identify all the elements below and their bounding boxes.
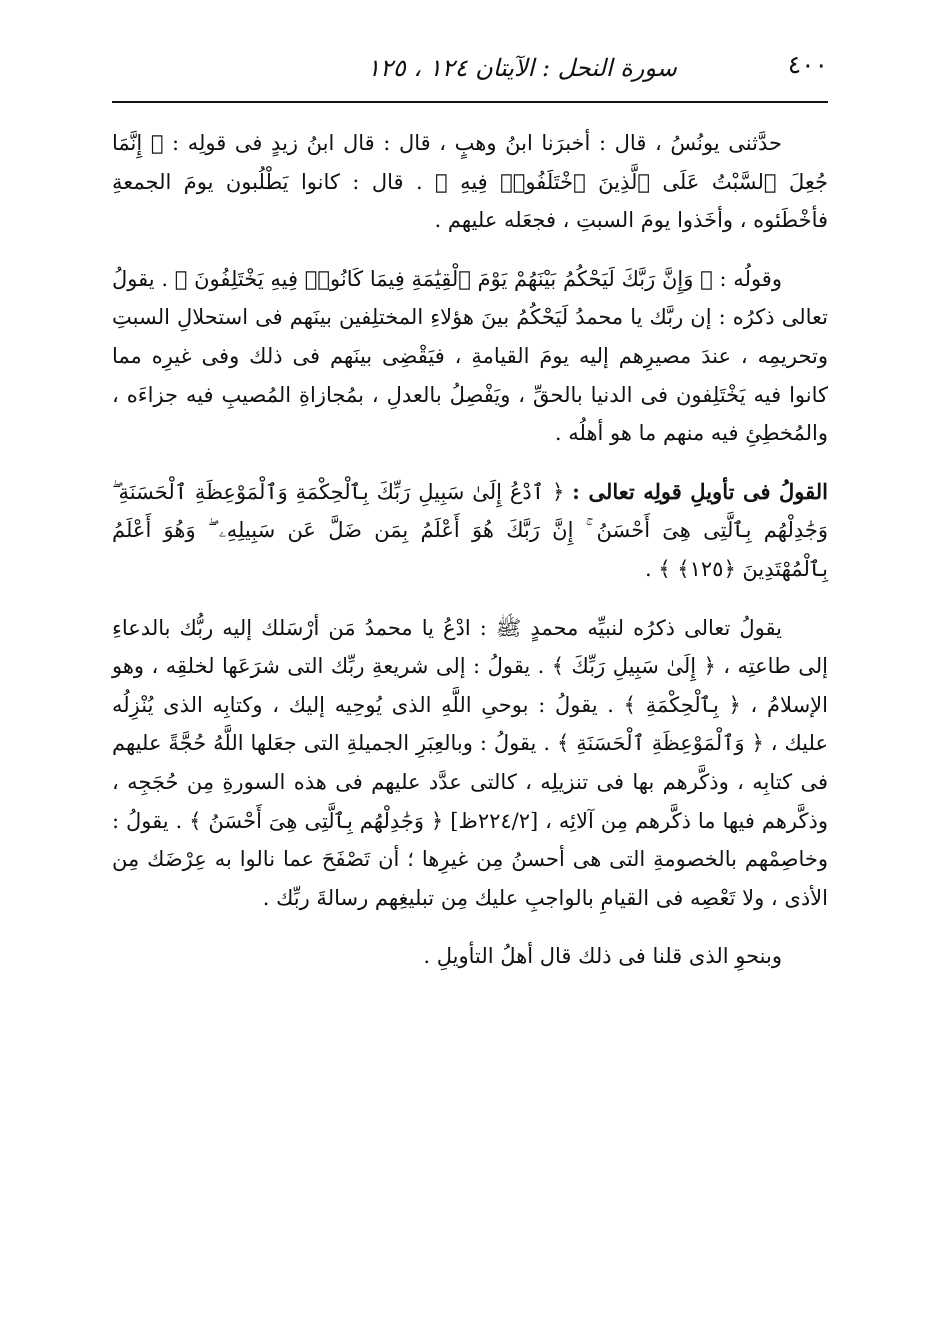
paragraph-text: حدَّثنى يونُسُ ، قال : أخبرَنا ابنُ وهبٍ ، قال : قال ابنُ زيدٍ فى قولِه : ﴿ إِنَّمَا جُعِلَ ٱلسَّبْتُ عَلَى ٱلَّذِينَ ٱخْتَلَفُوا۟ فِيهِ ﴾ . قال : كانوا يَطْلُبون يومَ الجمعةِ فأخْطَئوه ، وأخَذوا يومَ السبتِ ، فجعَله عليهم . [112,131,828,233]
paragraph-text: ﴿ ٱدْعُ إِلَىٰ سَبِيلِ رَبِّكَ بِٱلْحِكْمَةِ وَٱلْمَوْعِظَةِ ٱلْحَسَنَةِ ۖ وَجَٰدِلْهُم بِٱلَّتِى هِىَ أَحْسَنُ ۚ إِنَّ رَبَّكَ هُوَ أَعْلَمُ بِمَن ضَلَّ عَن سَبِيلِهِۦ ۖ وَهُوَ أَعْلَمُ بِٱلْمُهْتَدِينَ ﴿١٢٥﴾ ﴾ . [112,479,828,581]
running-head: سورة النحل : الآيتان ١٢٤ ، ١٢٥ [367,54,677,82]
paragraph-verse-125-heading [112,473,828,589]
paragraph-text: يقولُ تعالى ذكرُه لنبيِّه محمدٍ ﷺ : ادْعُ يا محمدُ مَن أرْسَلك إليه ربُّك بالدعاءِ إلى طاعتِه ، ﴿ إِلَىٰ سَبِيلِ رَبِّكَ ﴾ . يقولُ : إلى شريعةِ ربِّك التى شرَعَها لخلقِه ، وهو الإسلامُ ، ﴿ بِٱلْحِكْمَةِ ﴾ . يقولُ : بوحىِ اللَّهِ الذى يُوحِيه إليك ، وكتابِه الذى يُنْزِلُه عليك ، ﴿ وَٱلْمَوْعِظَةِ ٱلْحَسَنَةِ ﴾ . يقولُ : وبالعِبَرِ الجميلةِ التى جعَلها اللَّهُ حُجَّةً عليهم فى كتابِه ، وذكَّرهم بها فى تنزيلِه ، كالتى عدَّد عليهم فى هذه السورةِ مِن حُجَجِه ، وذكَّرهم فيها ما ذكَّرهم مِن آلائِه ، [٢٢٤/٢ظ] ﴿ وَجَٰدِلْهُم بِٱلَّتِى هِىَ أَحْسَنُ ﴾ . يقولُ : وخاصِمْهم بالخصومةِ التى هى أحسنُ مِن غيرِها ؛ أن تَصْفَحَ عما نالوا به عِرْضَك مِن الأذى ، ولا تَعْصِه فى القيامِ بالواجبِ عليك مِن تبليغِهم رسالةَ ربِّك . [112,615,829,910]
paragraph-verse-125-commentary [112,609,828,918]
paragraph-hadith-ibn-zayd [112,124,828,240]
header-divider [112,101,828,103]
main-text [112,124,828,996]
section-lead-in: القولُ فى تأويلِ قولِه تعالى : [572,478,828,504]
paragraph-closing [112,937,828,976]
page-number: ٤٠٠ [787,50,828,79]
paragraph-text: وبنحوِ الذى قلنا فى ذلك قال أهلُ التأويلِ . [423,944,782,969]
page-header [112,40,828,98]
paragraph-verse-124-commentary [112,260,828,453]
paragraph-text: وقولُه : ﴿ وَإِنَّ رَبَّكَ لَيَحْكُمُ بَيْنَهُمْ يَوْمَ ٱلْقِيَٰمَةِ فِيمَا كَانُوا۟ فِيهِ يَخْتَلِفُونَ ﴾ . يقولُ تعالى ذكرُه : إن ربَّك يا محمدُ لَيَحْكُمُ بينَ هؤلاءِ المختلِفين بينَهم فى استحلالِ السبتِ وتحريمِه ، عندَ مصيرِهم إليه يومَ القيامةِ ، فيَقْضِى بينَهم فى ذلك وفى غيرِه مما كانوا فيه يَخْتَلِفون فى الدنيا بالحقِّ ، ويَفْصِلُ بالعدلِ ، بمُجازاةِ المُصيبِ فيه جزاءَه ، والمُخطِئِ فيه منهم ما هو أهلُه . [112,266,828,446]
